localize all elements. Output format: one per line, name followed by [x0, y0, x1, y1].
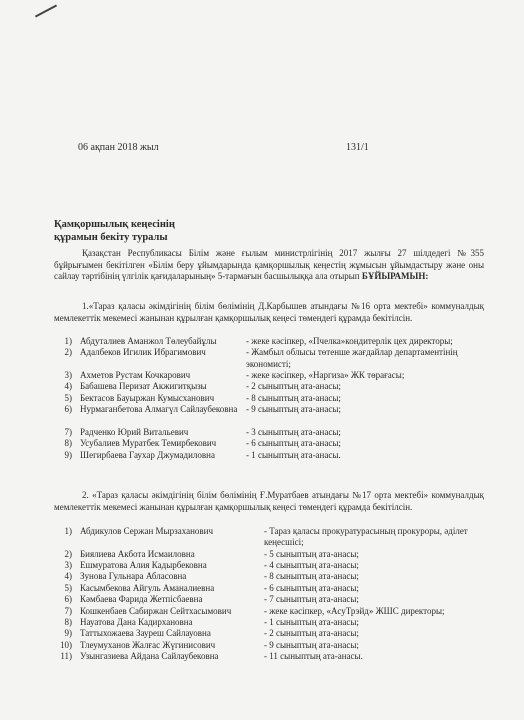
list-item — [54, 549, 494, 560]
list-item — [54, 606, 494, 617]
item-number: 5) — [64, 392, 72, 403]
member-role: - 11 сыныптың ата-анасы. — [264, 651, 363, 662]
member-name: Абдикулов Сержан Мырзаханович — [80, 526, 214, 536]
list-item — [54, 381, 494, 392]
order-number: 131/1 — [346, 142, 369, 153]
item-number: 10) — [60, 639, 72, 650]
section-2-member-list — [54, 526, 494, 663]
list-item — [54, 628, 494, 639]
member-name: Бектасов Бауыржан Кумысханович — [80, 392, 215, 403]
document-title — [54, 218, 175, 244]
item-number: 6) — [64, 594, 72, 605]
member-name: Шегирбаева Гаухар Джумадиловна — [80, 449, 215, 460]
member-name: Бабашева Перизат Акжигитқызы — [80, 381, 207, 392]
item-number: 7) — [64, 605, 72, 616]
list-item — [54, 393, 494, 404]
member-name: Радченко Юрий Витальевич — [80, 426, 189, 437]
title-line-2: құрамын бекіту туралы — [54, 232, 168, 243]
member-role: - 6 сыныптың ата-анасы; — [264, 582, 359, 593]
preamble-paragraph — [54, 248, 484, 283]
member-name: Абдуталиев Аманжол Төлеубайұлы — [80, 336, 217, 346]
member-role: - жеке кәсіпкер, «Наргиза» ЖК төрағасы; — [246, 369, 405, 380]
list-item — [54, 651, 494, 662]
list-item — [54, 583, 494, 594]
list-item — [54, 450, 494, 461]
member-role: - 5 сыныптың ата-анасы; — [264, 548, 359, 559]
item-number: 8) — [64, 616, 72, 627]
member-name: Усубалиев Муратбек Темирбекович — [80, 438, 217, 449]
member-role: - жеке кәсіпкер, «Пчелка»кондитерлік цех директоры; — [246, 336, 453, 346]
member-name: Кошкенбаев Сабиржан Сейтхасымович — [80, 605, 232, 616]
member-role: - 7 сыныптың ата-анасы; — [264, 594, 359, 605]
member-name: Тлеумуханов Жалғас Жүгинисович — [80, 639, 216, 650]
item-number: 8) — [64, 438, 72, 449]
list-item — [54, 571, 494, 582]
preamble-text: Қазақстан Республикасы Білім және ғылым министрлігінің 2017 жылғы 27 шілдедегі №355 бұйрығымен бекітілген «Білім беру ұйымдарында қамқоршылық кеңестің жұмысын ұйымдастыру және оны сайлау тәртібінің үлгілік қағидаларының» 5-тармағын басшылыққа ала отырып — [54, 248, 484, 282]
member-role: - 4 сыныптың ата-анасы; — [264, 559, 359, 570]
member-role: - 9 сыныптың ата-анасы; — [264, 639, 359, 650]
item-number: 4) — [64, 571, 72, 582]
list-item — [54, 427, 494, 438]
member-role: - жеке кәсіпкер, «АсуТрэйд» ЖШС директоры; — [264, 605, 445, 616]
member-name: Адалбеков Игилик Ибрагимович — [80, 347, 206, 358]
member-role: - 2 сыныптың ата-анасы; — [246, 381, 341, 392]
member-role: - 6 сыныптың ата-анасы; — [246, 438, 341, 449]
list-item — [54, 336, 494, 347]
list-item — [54, 347, 494, 370]
item-number: 1) — [64, 336, 72, 346]
member-name: Узынгазиева Айдана Сайлаубековна — [80, 651, 219, 662]
member-role: - Жамбыл облысы төтенше жағдайлар департаментінің экономисті; — [246, 347, 458, 369]
member-role: - 9 сыныптың ата-анасы; — [246, 404, 341, 415]
member-name: Зунова Гульнара Абласовна — [80, 571, 187, 582]
member-name: Таттыхожаева Зауреш Сайлауовна — [80, 628, 211, 639]
member-role: - 8 сыныптың ата-анасы; — [246, 392, 341, 403]
item-number: 1) — [64, 526, 72, 536]
list-item — [54, 594, 494, 605]
list-item — [54, 640, 494, 651]
list-item — [54, 560, 494, 571]
item-number: 6) — [64, 404, 72, 415]
member-role: - 1 сыныптың ата-анасы. — [246, 449, 341, 460]
item-number: 2) — [64, 548, 72, 559]
item-number: 5) — [64, 582, 72, 593]
member-name: Биялиева Акбота Исмаиловна — [80, 548, 195, 559]
member-name: Ешмуратова Алия Кадырбековна — [80, 559, 207, 570]
list-item — [54, 404, 494, 427]
member-role: - 3 сыныптың ата-анасы; — [246, 426, 341, 437]
item-number: 9) — [64, 449, 72, 460]
section-1-paragraph: 1.«Тараз қаласы әкімдігінің білім бөлімінің Д.Карбышев атындағы №16 орта мектебі» коммуналдық мемлекеттік мекемесі жанынан құрылған қамқоршылық кеңесі төмендегі құрамда бекітілсін. — [54, 301, 484, 323]
item-number: 11) — [60, 651, 72, 662]
member-role: - 2 сыныптың ата-анасы; — [264, 628, 359, 639]
member-name: Кәмбаева Фарида Жетпісбаевна — [80, 594, 203, 605]
member-name: Касымбекова Айгуль Аманалиевна — [80, 582, 215, 593]
list-item — [54, 370, 494, 381]
member-role: - 8 сыныптың ата-анасы; — [264, 571, 359, 582]
member-role: - Тараз қаласы прокуратурасының прокуроры, әділет кеңесшісі; — [264, 526, 468, 548]
title-line-1: Қамқоршылық кеңесінің — [54, 219, 175, 230]
member-name: Науатова Дана Кадирхановна — [80, 616, 193, 627]
item-number: 2) — [64, 347, 72, 358]
list-item — [54, 617, 494, 628]
item-number: 4) — [64, 381, 72, 392]
member-name: Нурмаганбетова Алмагүл Сайлаубековна — [80, 404, 238, 415]
list-item — [54, 438, 494, 449]
section-2-paragraph: 2. «Тараз қаласы әкімдігінің білім бөлімінің Ғ.Муратбаев атындағы №17 орта мектебі» коммуналдық мемлекеттік мекемесі жанынан құрылған қамқоршылық кеңесі төмендегі құрамда бекітілсін. — [54, 490, 484, 512]
order-word: БҰЙЫРАМЫН: — [361, 271, 429, 282]
pen-mark — [35, 4, 57, 17]
member-role: - 1 сыныптың ата-анасы; — [264, 616, 359, 627]
item-number: 7) — [64, 426, 72, 437]
item-number: 9) — [64, 628, 72, 639]
list-item — [54, 526, 494, 549]
section-1-member-list — [54, 336, 494, 461]
item-number: 3) — [64, 559, 72, 570]
order-date: 06 ақпан 2018 жыл — [78, 142, 159, 153]
member-name: Ахметов Рустам Кочкарович — [80, 369, 191, 380]
item-number: 3) — [64, 369, 72, 380]
